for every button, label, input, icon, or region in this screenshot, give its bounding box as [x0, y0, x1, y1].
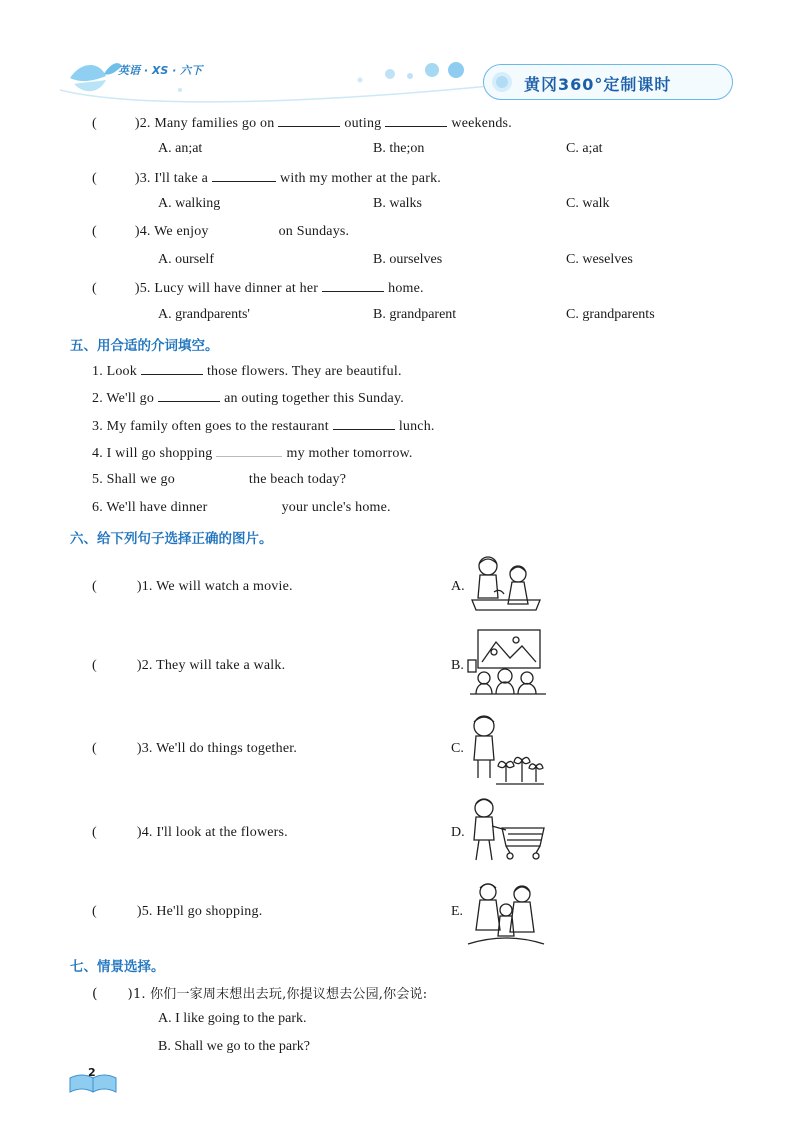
picture-d-shopping-cart [466, 796, 546, 870]
fill-blank[interactable] [333, 417, 395, 430]
item-text: 1. Look [92, 364, 137, 379]
answer-paren[interactable]: ( [92, 579, 97, 594]
brand-title: 黄冈360°定制课时 [524, 75, 672, 94]
badge-swirl-icon [490, 70, 516, 94]
item-text: )2. They will take a walk. [136, 658, 286, 673]
picture-letter-b: B. [451, 658, 464, 673]
item-text: those flowers. They are beautiful. [206, 364, 402, 379]
option-a: A. walking [158, 196, 221, 211]
option-a: A. an;at [158, 141, 203, 156]
fill-blank[interactable] [278, 114, 340, 127]
fill-blank[interactable] [216, 444, 282, 457]
page-number: 2 [88, 1066, 96, 1079]
question-row [92, 169, 441, 187]
picture-b-movie [466, 628, 548, 698]
fill-item [92, 472, 346, 488]
answer-paren[interactable]: ( [92, 986, 98, 1002]
section-title: 五、用合适的介词填空。 [70, 338, 219, 354]
section-title: 七、情景选择。 [70, 959, 165, 975]
question-text: )3. I'll take a [134, 171, 209, 186]
fill-item [92, 444, 413, 462]
option-c: C. walk [566, 196, 610, 211]
picture-letter-c: C. [451, 741, 464, 756]
option-b: B. grandparent [373, 307, 457, 322]
picture-e-family [466, 880, 546, 946]
brand-badge [483, 64, 733, 100]
answer-paren[interactable]: ( [92, 825, 97, 840]
question-text: outing [344, 116, 382, 131]
item-text: )3. We'll do things together. [136, 741, 298, 756]
question-text: )1. 你们一家周末想出去玩,你提议想去公园,你会说: [127, 987, 428, 1002]
option-b: B. walks [373, 196, 422, 211]
option-c: C. weselves [566, 252, 633, 267]
answer-paren[interactable]: ( [92, 658, 97, 673]
picture-a-people-table [470, 552, 542, 620]
question-row [92, 983, 427, 1002]
answer-paren[interactable]: ( [92, 281, 97, 296]
picture-letter-e: E. [451, 904, 464, 919]
question-row [92, 114, 512, 132]
option-b: B. ourselves [373, 252, 443, 267]
option-a: A. I like going to the park. [158, 1011, 307, 1026]
answer-paren[interactable]: ( [92, 116, 97, 131]
question-text: )4. We enjoy [134, 224, 209, 239]
option-a: A. grandparents' [158, 307, 250, 322]
item-text: )4. I'll look at the flowers. [136, 825, 288, 840]
option-b: B. Shall we go to the park? [158, 1039, 311, 1054]
fill-item [92, 362, 402, 380]
answer-paren[interactable]: ( [92, 904, 97, 919]
option-c: C. a;at [566, 141, 603, 156]
question-text: weekends. [451, 116, 512, 131]
answer-paren[interactable]: ( [92, 171, 97, 186]
match-item [92, 904, 262, 920]
item-text: an outing together this Sunday. [224, 391, 404, 406]
item-text: your uncle's home. [281, 500, 391, 515]
question-row [92, 279, 424, 297]
picture-letter-d: D. [451, 825, 465, 840]
option-b: B. the;on [373, 141, 425, 156]
item-text: my mother tomorrow. [286, 446, 413, 461]
question-text: with my mother at the park. [280, 171, 441, 186]
picture-c-boy-flowers [466, 712, 546, 786]
fill-blank[interactable] [141, 362, 203, 375]
fill-item [92, 417, 435, 435]
butterfly-decoration [60, 50, 490, 110]
question-text: home. [388, 281, 424, 296]
item-text: the beach today? [248, 472, 347, 487]
option-c: C. grandparents [566, 307, 655, 322]
fill-blank[interactable] [385, 114, 447, 127]
question-text: )5. Lucy will have dinner at her [134, 281, 319, 296]
item-text: 3. My family often goes to the restaurant [92, 419, 329, 434]
item-text: 2. We'll go [92, 391, 155, 406]
fill-blank[interactable] [322, 279, 384, 292]
answer-paren[interactable]: ( [92, 224, 97, 239]
section-title: 六、给下列句子选择正确的图片。 [70, 531, 273, 547]
item-text: 5. Shall we go [92, 472, 175, 487]
question-text: )2. Many families go on [134, 116, 275, 131]
match-item [92, 579, 293, 595]
fill-blank[interactable] [212, 169, 276, 182]
picture-letter-a: A. [451, 579, 465, 594]
match-item [92, 741, 297, 757]
item-text: 6. We'll have dinner [92, 500, 208, 515]
item-text: 4. I will go shopping [92, 446, 213, 461]
option-a: A. ourself [158, 252, 214, 267]
item-text: )5. He'll go shopping. [136, 904, 263, 919]
question-text: on Sundays. [278, 224, 350, 239]
item-text: )1. We will watch a movie. [136, 579, 293, 594]
item-text: lunch. [398, 419, 435, 434]
fill-item [92, 389, 404, 407]
match-item [92, 658, 285, 674]
fill-blank[interactable] [158, 389, 220, 402]
answer-paren[interactable]: ( [92, 741, 97, 756]
question-row [92, 224, 349, 240]
subject-label: 英语 · XS · 六下 [118, 64, 203, 77]
fill-item [92, 500, 391, 516]
match-item [92, 825, 288, 841]
